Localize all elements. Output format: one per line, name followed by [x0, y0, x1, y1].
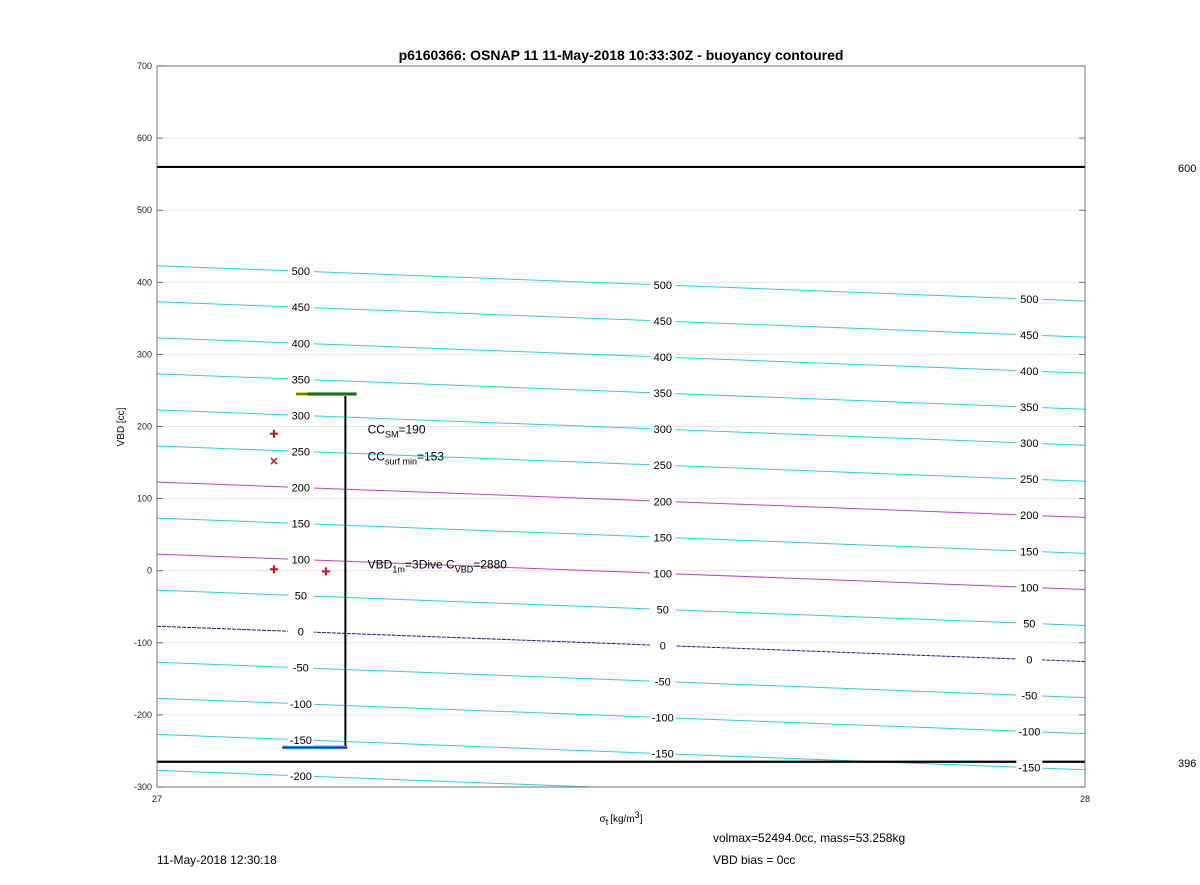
annotation-cc_surf — [368, 449, 445, 466]
annotation-value: =153 — [417, 449, 445, 464]
contour-label: 400 — [1020, 366, 1039, 379]
contour-label: 350 — [1020, 402, 1039, 415]
contour-label: 150 — [1020, 546, 1039, 559]
contour-label: 200 — [1020, 510, 1039, 523]
annotation-text: VBD — [367, 557, 393, 572]
contour-label: 300 — [291, 410, 311, 423]
contour-label: 500 — [1020, 293, 1039, 306]
contour-label: 100 — [653, 568, 672, 581]
contour-label: 50 — [294, 590, 307, 603]
contour-label: 350 — [291, 374, 311, 387]
contour-label: 300 — [653, 424, 672, 437]
y-tick-label: 200 — [136, 421, 152, 432]
contour-label: -100 — [1018, 726, 1041, 739]
contour-label: 0 — [659, 640, 666, 653]
contour-label: 100 — [291, 554, 311, 567]
contour-label: 250 — [1020, 474, 1039, 487]
footer-timestamp: 11-May-2018 12:30:18 — [157, 853, 277, 867]
x-axis-label-close: ] — [639, 814, 643, 825]
contour-label: -50 — [292, 662, 309, 675]
contour-label: 450 — [1020, 329, 1039, 342]
footer-vbd-bias: VBD bias = 0cc — [713, 853, 796, 867]
annotation-value: =190 — [398, 422, 426, 437]
contour-label: -50 — [1021, 690, 1038, 703]
contour-label: 450 — [653, 316, 672, 329]
x-tick-label: 28 — [1079, 794, 1091, 804]
contour-label: 150 — [653, 532, 672, 545]
y-tick-label: 600 — [136, 133, 152, 144]
contour-label: -200 — [289, 770, 312, 783]
contour-label: 500 — [291, 266, 311, 279]
contour-label: 150 — [291, 518, 311, 531]
x-axis-label-main: σ — [599, 814, 606, 825]
contour-label: 100 — [1020, 582, 1039, 595]
y-tick-label: -100 — [133, 637, 152, 648]
annotation-text: Dive C — [418, 557, 455, 572]
chart-title: p6160366: OSNAP 11 11-May-2018 10:33:30Z - buoyancy contoured — [398, 47, 844, 63]
annotation-subscript: VBD — [454, 564, 474, 575]
y-tick-label: 700 — [136, 61, 152, 71]
contour-label: 0 — [297, 626, 304, 639]
contour-label: 200 — [291, 482, 311, 495]
x-axis-label — [600, 810, 643, 827]
limit-lines — [157, 163, 1196, 770]
grid-lines — [157, 66, 1085, 787]
annotation-subscript: 1m — [392, 564, 405, 575]
y-tick-label: 400 — [136, 277, 152, 288]
x-tick-label: 27 — [151, 794, 163, 804]
y-axis-label: VBD [cc] — [116, 407, 127, 447]
contour-label: 50 — [656, 604, 669, 617]
annotation-text: CC — [367, 422, 385, 437]
annotation-dive_c — [419, 558, 508, 575]
annotation-text: CC — [367, 449, 385, 464]
contour-label: 0 — [1026, 654, 1033, 667]
contour-label: 400 — [291, 338, 311, 351]
footer-volmax: volmax=52494.0cc, mass=53.258kg — [713, 831, 906, 845]
contour-label: 250 — [653, 460, 672, 473]
annotation-subscript: SM — [384, 429, 399, 440]
contour-label: 400 — [653, 352, 672, 365]
annotation-value: =3 — [404, 557, 419, 572]
annotation-value: =2880 — [473, 557, 507, 572]
contour-label: -100 — [651, 712, 674, 725]
contour-labels — [288, 264, 1042, 783]
contour-label: 450 — [291, 302, 311, 315]
contour-label: -100 — [289, 698, 312, 711]
annotation-cc_sm — [368, 423, 426, 440]
annotation-subscript: surf min — [384, 456, 418, 467]
contour-label: 350 — [653, 388, 672, 401]
annotation-vbd_1m — [368, 558, 419, 575]
contour-label: -150 — [1018, 762, 1041, 775]
contour-label: 50 — [1023, 618, 1036, 631]
limit-label: 396 — [1178, 757, 1197, 770]
contour-label: 200 — [653, 496, 672, 509]
x-axis-label-sup: 3 — [634, 810, 640, 820]
contour-label: 300 — [1020, 438, 1039, 451]
contour-label: -50 — [654, 676, 671, 689]
x-axis-label-unit: [kg/m — [610, 814, 635, 825]
y-tick-label: 100 — [136, 493, 152, 504]
contour-label: -150 — [289, 734, 312, 747]
y-tick-label: 500 — [136, 205, 152, 216]
y-tick-label: -300 — [133, 782, 152, 792]
y-tick-label: -200 — [133, 709, 152, 720]
y-tick-label: 300 — [136, 349, 152, 360]
contour-label: 500 — [653, 279, 672, 292]
x-axis-label-sub: t — [605, 817, 609, 827]
y-tick-label: 0 — [146, 565, 152, 576]
contour-label: 250 — [291, 446, 311, 459]
contour-label: -150 — [651, 748, 674, 761]
limit-label: 600 — [1178, 162, 1197, 175]
